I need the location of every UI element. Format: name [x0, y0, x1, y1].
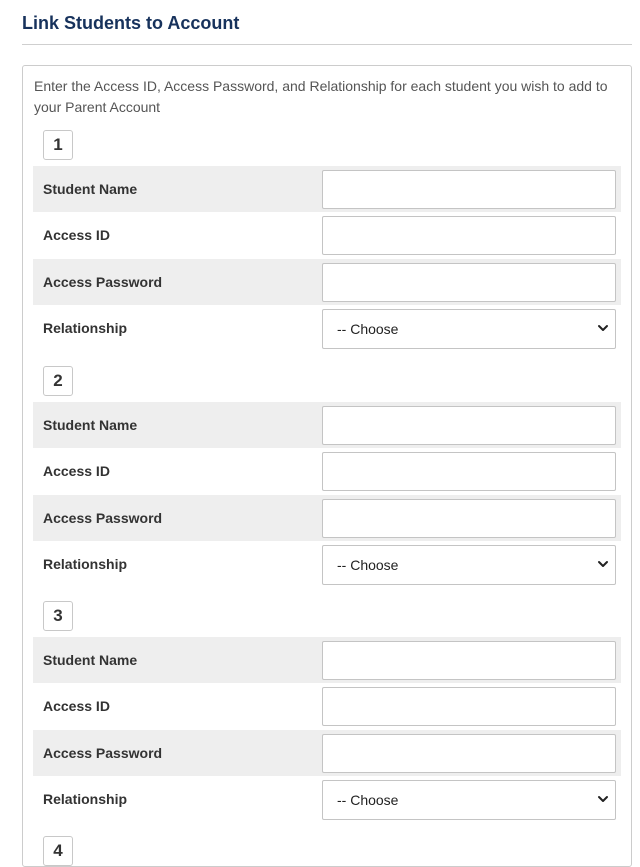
- access-password-row: [33, 495, 621, 541]
- relationship-label: Relationship: [43, 320, 128, 336]
- relationship-row: [33, 541, 621, 587]
- student-name-label: Student Name: [43, 652, 138, 668]
- student-name-label: Student Name: [43, 417, 138, 433]
- access-id-row: [33, 212, 621, 258]
- chevron-down-icon: [597, 322, 609, 334]
- access-id-label: Access ID: [43, 698, 110, 714]
- student-3-name-input[interactable]: [322, 641, 616, 680]
- relationship-label: Relationship: [43, 556, 128, 572]
- access-id-row: [33, 448, 621, 494]
- access-id-label: Access ID: [43, 227, 110, 243]
- access-password-label: Access Password: [43, 745, 163, 761]
- student-number-badge: 3: [43, 601, 73, 631]
- chevron-down-icon: [597, 558, 609, 570]
- student-name-row: [33, 166, 621, 212]
- access-password-label: Access Password: [43, 510, 163, 526]
- access-id-label: Access ID: [43, 463, 110, 479]
- relationship-label: Relationship: [43, 791, 128, 807]
- access-password-row: [33, 730, 621, 776]
- relationship-row: [33, 776, 621, 822]
- link-students-panel: [22, 65, 632, 867]
- relationship-row: [33, 305, 621, 351]
- student-number-badge: 1: [43, 130, 73, 160]
- student-3-access-id-input[interactable]: [322, 687, 616, 726]
- student-3-relationship-select[interactable]: [322, 780, 616, 820]
- student-1-relationship-select[interactable]: [322, 309, 616, 349]
- access-id-row: [33, 683, 621, 729]
- student-name-row: [33, 637, 621, 683]
- student-2-name-input[interactable]: [322, 406, 616, 445]
- access-password-label: Access Password: [43, 274, 163, 290]
- access-password-row: [33, 259, 621, 305]
- student-2-relationship-select[interactable]: [322, 545, 616, 585]
- student-1-access-password-input[interactable]: [322, 263, 616, 302]
- student-1-access-id-input[interactable]: [322, 216, 616, 255]
- relationship-selected-value: -- Choose: [337, 792, 399, 808]
- chevron-down-icon: [597, 793, 609, 805]
- student-1-name-input[interactable]: [322, 170, 616, 209]
- student-number-badge: 2: [43, 366, 73, 396]
- student-name-row: [33, 402, 621, 448]
- student-number-badge: 4: [43, 836, 73, 866]
- relationship-selected-value: -- Choose: [337, 321, 399, 337]
- student-name-label: Student Name: [43, 181, 138, 197]
- instructions-text: Enter the Access ID, Access Password, and Relationship for each student you wish to add to your Parent Account: [34, 78, 608, 115]
- relationship-selected-value: -- Choose: [337, 557, 399, 573]
- page-title: Link Students to Account: [22, 13, 240, 33]
- student-3-access-password-input[interactable]: [322, 734, 616, 773]
- title-divider: [22, 44, 632, 45]
- student-2-access-password-input[interactable]: [322, 499, 616, 538]
- student-2-access-id-input[interactable]: [322, 452, 616, 491]
